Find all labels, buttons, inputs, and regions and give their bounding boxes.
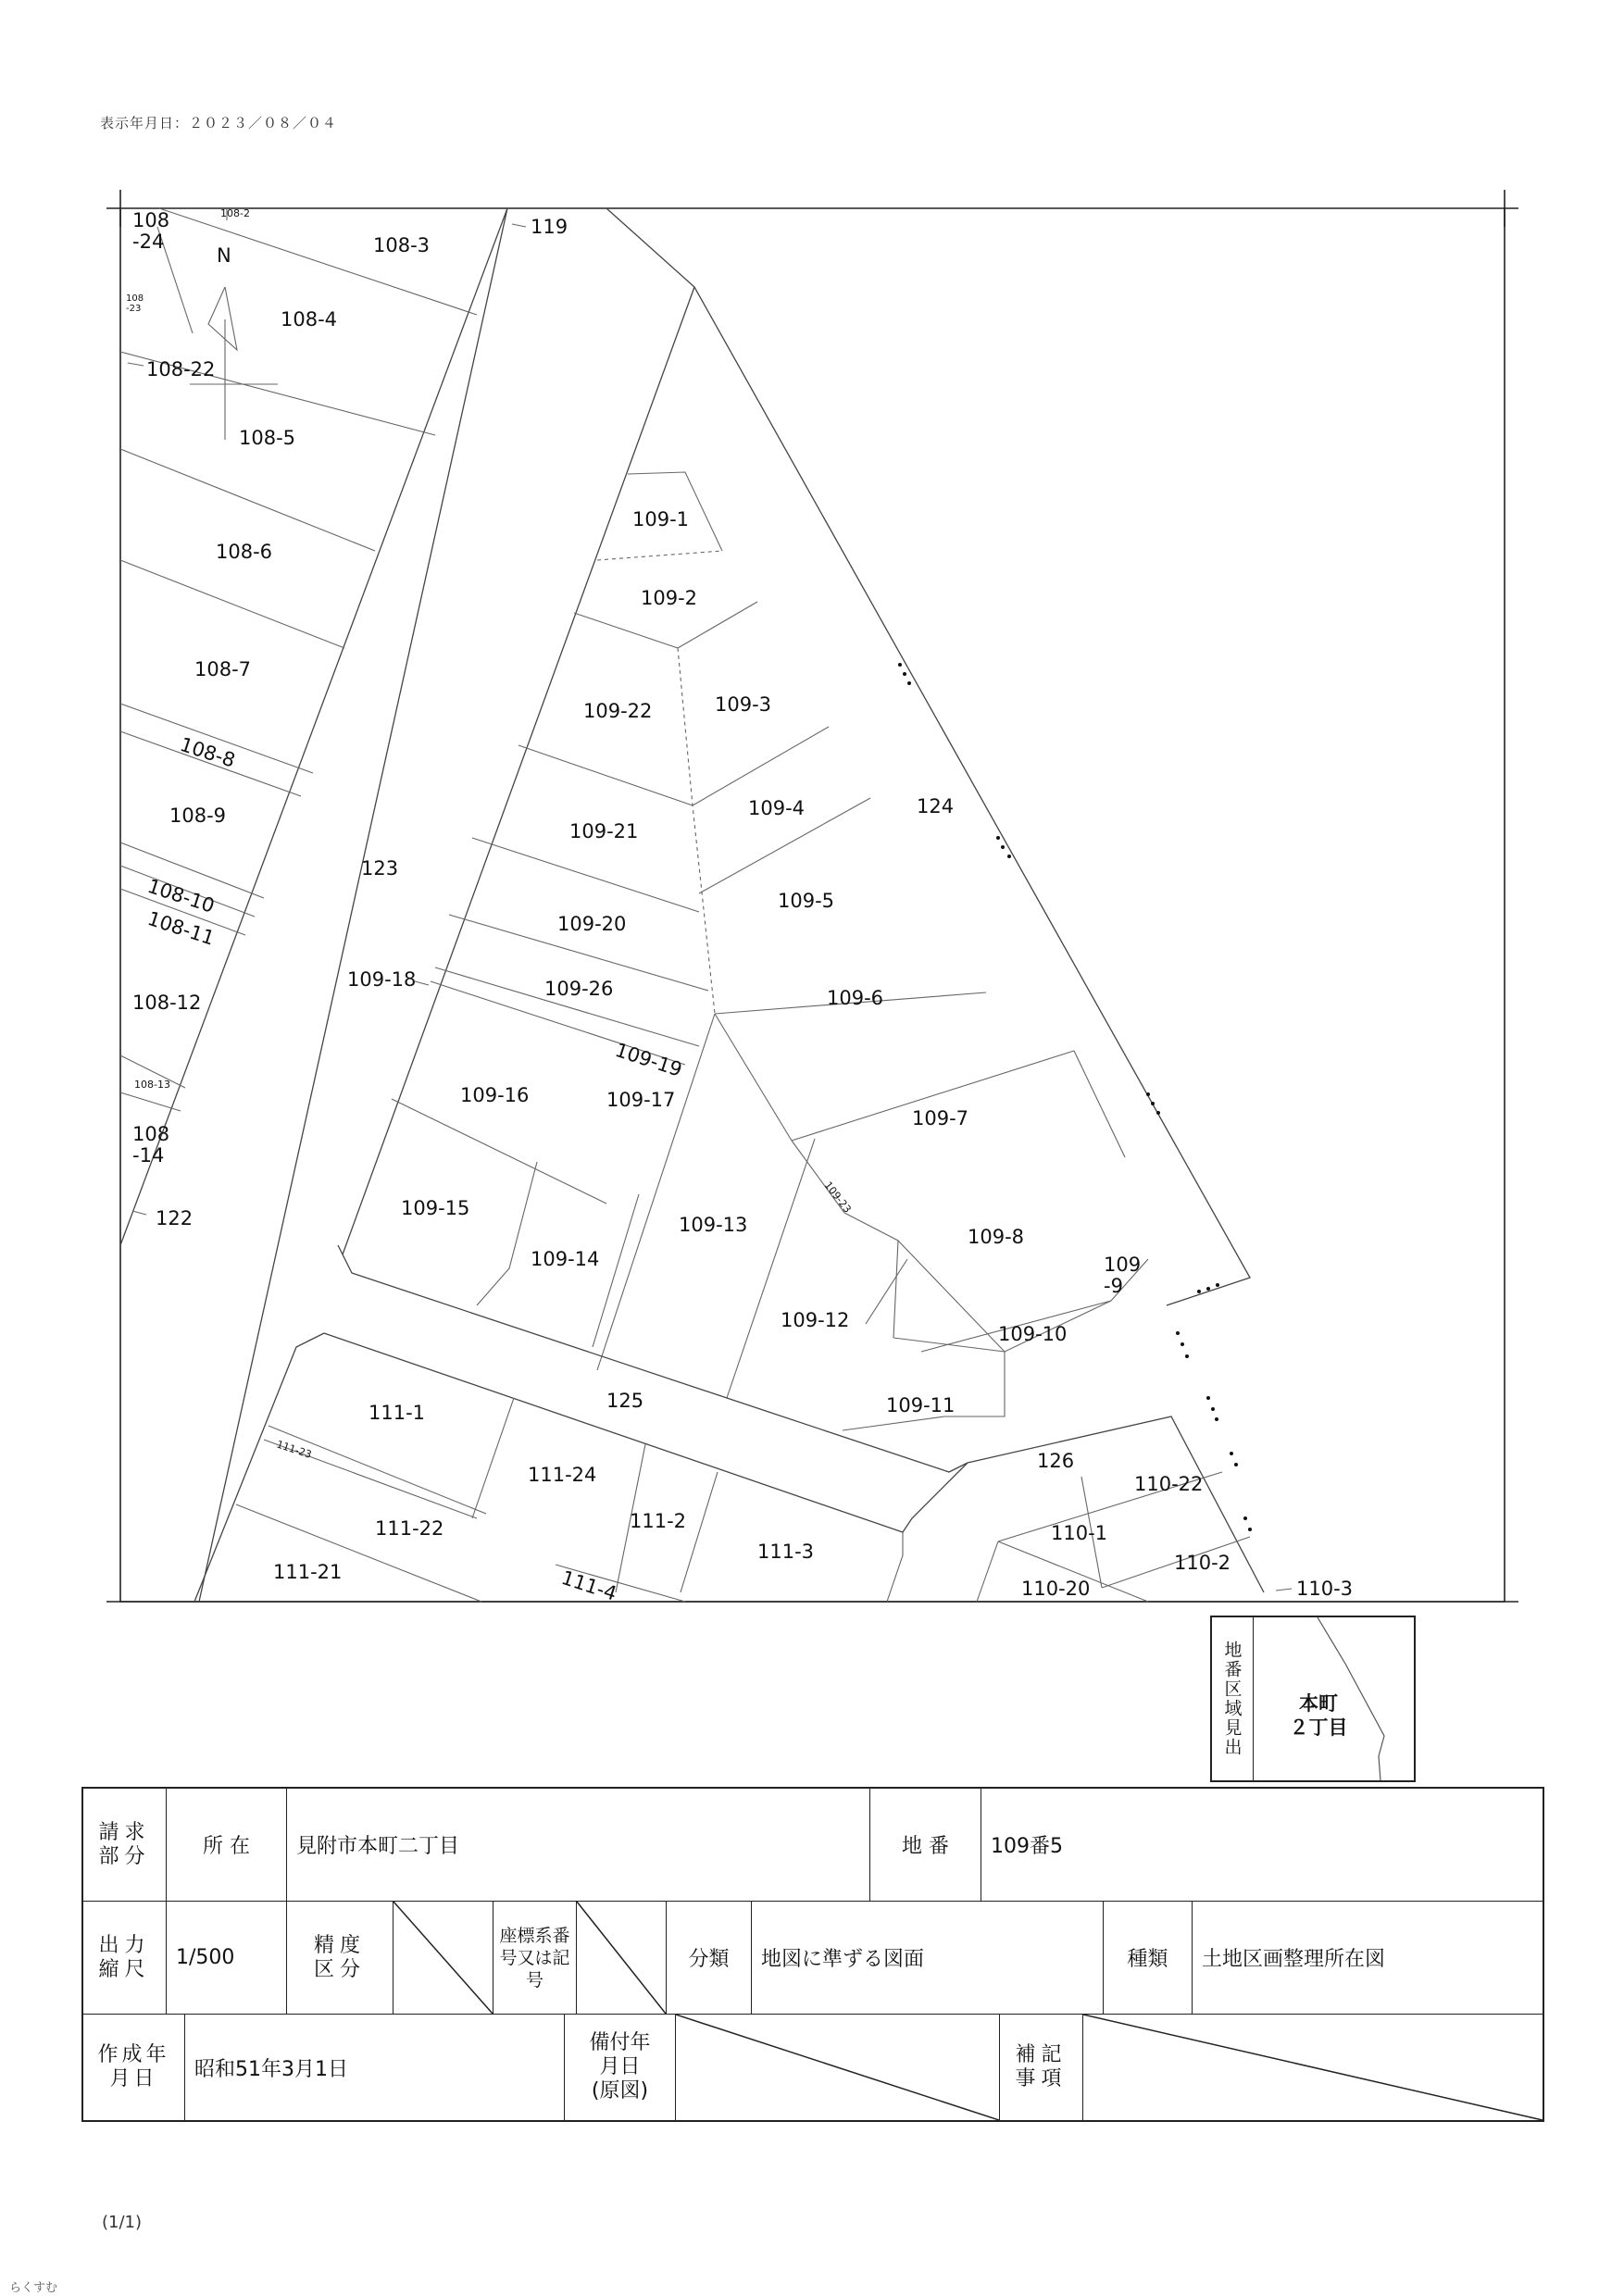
attached-label: 備付年月日(原図) xyxy=(589,2031,651,2103)
parcel-label: 109-3 xyxy=(715,693,772,716)
parcel-label: 108-7 xyxy=(194,658,252,680)
parcel-label: 123 xyxy=(361,857,399,880)
parcel-label: 124 xyxy=(917,795,955,817)
parcel-lines xyxy=(120,208,1264,1602)
notes-label: 補記事項 xyxy=(1015,2043,1068,2090)
scale-value: 1/500 xyxy=(167,1902,287,2014)
parcel-label: 109-8 xyxy=(968,1226,1025,1248)
parcel-label: 108-8 xyxy=(177,732,238,772)
parcel-label: 111-4 xyxy=(558,1566,619,1605)
parcel-label: 109-7 xyxy=(912,1107,969,1129)
parcel-label: 110-3 xyxy=(1296,1578,1354,1600)
parcel-label: 119 xyxy=(531,216,568,238)
coord-value-empty xyxy=(577,1902,667,2014)
parcel-label: 109-21 xyxy=(569,820,639,842)
info-row-scale xyxy=(83,1902,1543,2015)
request-label: 請求部分 xyxy=(98,1820,151,1868)
created-value: 昭和51年3月1日 xyxy=(185,2015,565,2120)
lot-value: 109番5 xyxy=(991,1835,1063,1858)
attached-value-empty xyxy=(676,2015,1000,2120)
parcel-label: 109-23 xyxy=(821,1179,854,1216)
parcel-label: 111-23 xyxy=(275,1438,314,1461)
coord-label: 座標系番号又は記号 xyxy=(499,1925,570,1990)
type-value: 土地区画整理所在図 xyxy=(1202,1948,1386,1971)
notes-value-empty xyxy=(1083,2015,1543,2120)
parcel-label: 108-22 xyxy=(146,358,216,381)
parcel-label: 108-9 xyxy=(169,805,227,827)
parcel-label: 108-13 xyxy=(134,1079,170,1091)
scale-label: 出力縮尺 xyxy=(98,1933,151,1981)
parcel-label: 109 -9 xyxy=(1104,1254,1142,1298)
parcel-label: 109-6 xyxy=(827,987,884,1009)
parcel-label: 109-18 xyxy=(347,968,417,991)
north-label: N xyxy=(217,244,231,267)
info-row-dates xyxy=(83,2015,1543,2120)
parcel-label: 111-24 xyxy=(528,1464,597,1486)
parcel-label: 109-1 xyxy=(632,508,690,530)
parcel-label: 110-2 xyxy=(1174,1552,1231,1574)
parcel-label: 109-10 xyxy=(998,1323,1068,1345)
district-index-name: 本町 ２丁目 xyxy=(1289,1692,1348,1739)
parcel-labels xyxy=(126,207,1353,1605)
parcel-label: 109-13 xyxy=(679,1214,748,1236)
parcel-label: 109-16 xyxy=(460,1084,530,1106)
parcel-label: 108-11 xyxy=(144,906,218,950)
parcel-label: 109-11 xyxy=(886,1394,956,1416)
district-index-box xyxy=(1210,1616,1416,1782)
parcel-label: 125 xyxy=(606,1390,644,1412)
brand-logo: らくすむ xyxy=(9,2281,58,2295)
class-label: 分類 xyxy=(667,1902,752,2014)
page-number: (1/1) xyxy=(102,2213,143,2232)
parcel-label: 108-3 xyxy=(373,234,431,256)
parcel-label: 111-1 xyxy=(369,1402,426,1424)
north-arrow-icon xyxy=(190,244,278,440)
class-value: 地図に準ずる図面 xyxy=(752,1902,1104,2014)
precision-value-empty xyxy=(394,1902,493,2014)
parcel-label: 109-4 xyxy=(748,797,806,819)
parcel-label: 109-2 xyxy=(641,587,698,609)
parcel-label: 122 xyxy=(156,1207,194,1229)
leader-lines xyxy=(128,224,1292,1591)
parcel-label: 110-1 xyxy=(1051,1522,1108,1544)
precision-label: 精度区分 xyxy=(313,1933,366,1981)
parcel-label: 109-12 xyxy=(781,1309,850,1331)
parcel-label: 108 -24 xyxy=(132,209,170,254)
location-label: 所 在 xyxy=(167,1789,287,1901)
lot-label: 地 番 xyxy=(870,1789,981,1901)
created-label: 作成年月日 xyxy=(97,2043,170,2090)
map-info-table xyxy=(81,1787,1544,2122)
location-value: 見附市本町二丁目 xyxy=(287,1789,870,1901)
parcel-label: 126 xyxy=(1037,1450,1075,1472)
parcel-label: 108-6 xyxy=(216,541,273,563)
parcel-label: 108-4 xyxy=(281,308,338,331)
parcel-label: 111-2 xyxy=(630,1510,687,1532)
parcel-label: 111-21 xyxy=(273,1561,343,1583)
parcel-label: 109-5 xyxy=(778,890,835,912)
parcel-label: 109-17 xyxy=(606,1089,676,1111)
display-date: 表示年月日：２０２３／０８／０４ xyxy=(100,115,338,131)
parcel-label: 108-2 xyxy=(220,207,250,219)
type-label: 種類 xyxy=(1104,1902,1193,2014)
parcel-label: 109-19 xyxy=(612,1038,685,1081)
parcel-label: 109-14 xyxy=(531,1248,600,1270)
parcel-label: 110-20 xyxy=(1021,1578,1091,1600)
parcel-label: 108-5 xyxy=(239,427,296,449)
parcel-label: 108 -23 xyxy=(126,293,144,314)
parcel-label: 111-3 xyxy=(757,1541,815,1563)
parcel-label: 108 -14 xyxy=(132,1123,170,1167)
parcel-label: 109-15 xyxy=(401,1197,470,1219)
parcel-label: 109-20 xyxy=(557,913,627,935)
parcel-label: 110-22 xyxy=(1134,1473,1204,1495)
parcel-label: 111-22 xyxy=(375,1517,444,1540)
parcel-label: 109-22 xyxy=(583,700,653,722)
info-row-location xyxy=(83,1789,1543,1902)
parcel-label: 108-10 xyxy=(144,874,218,917)
parcel-label: 109-26 xyxy=(544,978,614,1000)
parcel-label: 108-12 xyxy=(132,992,202,1014)
district-index-label: 地番区域見出 xyxy=(1212,1617,1254,1780)
